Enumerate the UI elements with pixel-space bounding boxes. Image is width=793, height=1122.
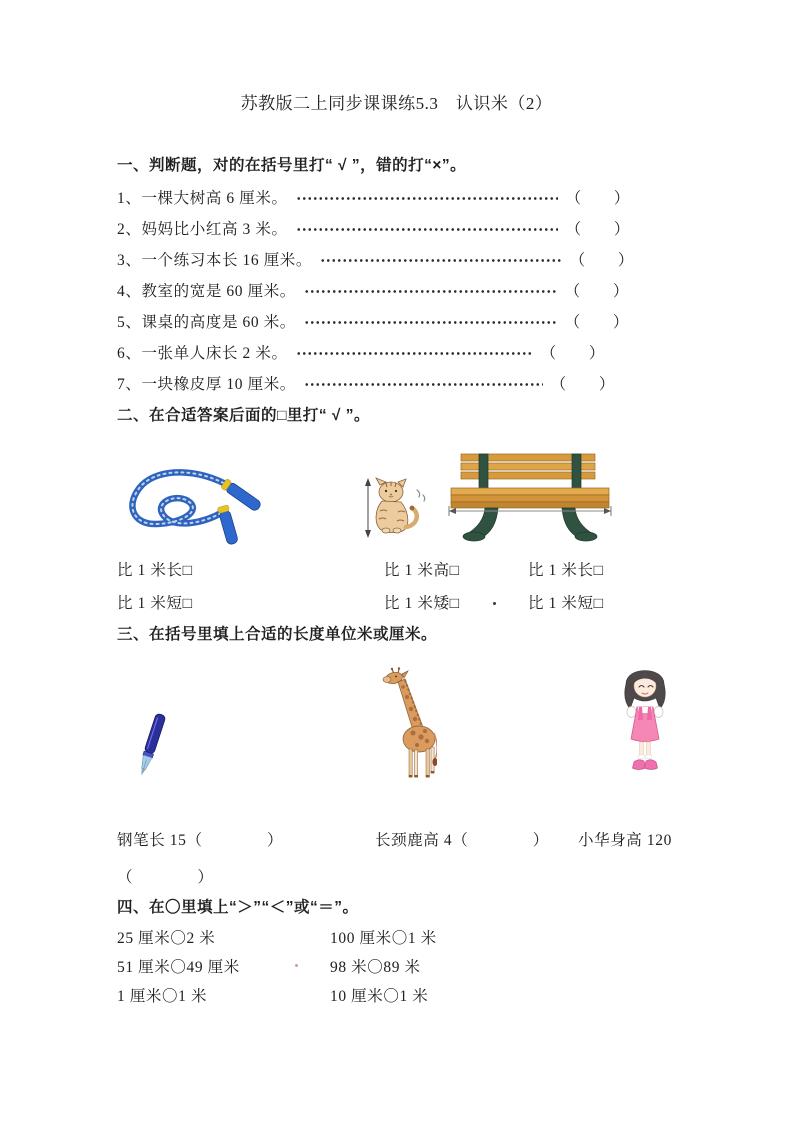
judge-item-text: 7、一块橡皮厚 10 厘米。	[117, 376, 296, 393]
kitten-with-height-arrow-icon	[360, 477, 432, 539]
judge-item-2	[117, 217, 630, 239]
option-bench-shorter[interactable]: 比 1 米短□	[528, 595, 604, 612]
section-four-heading: 四、在〇里填上“＞”“＜”或“＝”。	[117, 899, 359, 916]
judge-item-5	[117, 310, 629, 332]
dotted-leader	[296, 197, 558, 200]
girl-icon	[618, 662, 672, 777]
compare-item-2[interactable]: 100 厘米〇1 米	[330, 930, 437, 947]
jump-rope-icon	[122, 465, 272, 550]
option-rope-longer[interactable]: 比 1 米长□	[117, 562, 193, 579]
judge-item-1	[117, 186, 630, 208]
bench-with-length-arrow-icon	[447, 452, 613, 547]
dotted-leader	[304, 321, 557, 324]
compare-item-4[interactable]: 98 米〇89 米	[330, 959, 421, 976]
giraffe-image	[377, 667, 437, 782]
judge-item-7	[117, 372, 615, 394]
judge-item-text: 5、课桌的高度是 60 米。	[117, 314, 296, 331]
option-cat-shorter[interactable]: 比 1 米矮□	[384, 595, 460, 612]
dotted-leader	[304, 383, 543, 386]
judge-item-text: 3、一个练习本长 16 厘米。	[117, 252, 313, 269]
girl-image	[618, 662, 672, 777]
option-bench-longer[interactable]: 比 1 米长□	[528, 562, 604, 579]
scan-artifact-dot	[295, 964, 298, 967]
blank-girl-height-paren[interactable]: （ ）	[117, 869, 214, 886]
bench-image	[447, 452, 613, 547]
jump-rope-image	[122, 465, 272, 550]
option-cat-taller[interactable]: 比 1 米高□	[384, 562, 460, 579]
dotted-leader	[296, 352, 533, 355]
pen-image	[133, 710, 169, 782]
fountain-pen-icon	[133, 710, 169, 782]
judge-item-text: 6、一张单人床长 2 米。	[117, 345, 288, 362]
compare-item-1[interactable]: 25 厘米〇2 米	[117, 930, 216, 947]
answer-blank[interactable]: （ ）	[565, 221, 630, 238]
answer-blank[interactable]: （ ）	[564, 314, 629, 331]
blank-girl-height-text: 小华身高 120	[578, 832, 672, 849]
worksheet-title: 苏教版二上同步课课练5.3 认识米（2）	[240, 94, 553, 113]
blank-giraffe-height[interactable]: 长颈鹿高 4（ ）	[375, 832, 549, 849]
section-one-heading: 一、判断题，对的在括号里打“ √ ”，错的打“×”。	[117, 157, 467, 174]
dotted-leader	[304, 290, 557, 293]
blank-pen-length[interactable]: 钢笔长 15（ ）	[117, 832, 284, 849]
section-three-heading: 三、在括号里填上合适的长度单位米或厘米。	[117, 626, 438, 643]
judge-item-text: 4、教室的宽是 60 厘米。	[117, 283, 296, 300]
answer-blank[interactable]: （ ）	[565, 190, 630, 207]
compare-item-5[interactable]: 1 厘米〇1 米	[117, 988, 208, 1005]
judge-item-text: 1、一棵大树高 6 厘米。	[117, 190, 288, 207]
answer-blank[interactable]: （ ）	[564, 283, 629, 300]
compare-item-3[interactable]: 51 厘米〇49 厘米	[117, 959, 240, 976]
compare-item-6[interactable]: 10 厘米〇1 米	[330, 988, 429, 1005]
answer-blank[interactable]: （ ）	[569, 252, 634, 269]
answer-blank[interactable]: （ ）	[550, 376, 615, 393]
option-rope-shorter[interactable]: 比 1 米短□	[117, 595, 193, 612]
scan-artifact-dot	[493, 602, 496, 605]
kitten-image	[360, 477, 432, 539]
dotted-leader	[320, 259, 562, 262]
judge-item-3	[117, 248, 634, 270]
answer-blank[interactable]: （ ）	[540, 345, 605, 362]
dotted-leader	[296, 228, 558, 231]
giraffe-icon	[377, 667, 437, 782]
judge-item-6	[117, 341, 605, 363]
judge-item-4	[117, 279, 629, 301]
section-two-heading: 二、在合适答案后面的□里打“ √ ”。	[117, 407, 370, 424]
judge-item-text: 2、妈妈比小红高 3 米。	[117, 221, 288, 238]
